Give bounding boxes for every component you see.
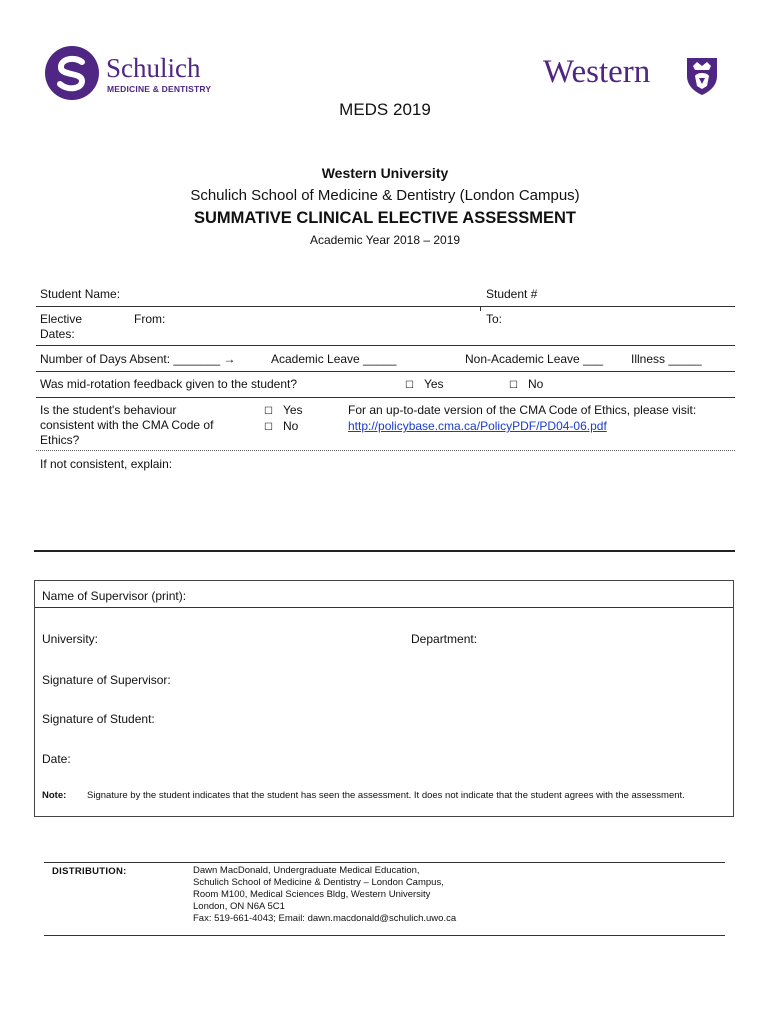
yes-label: Yes	[423, 377, 444, 391]
behaviour-no[interactable]	[264, 419, 298, 433]
explain-underline	[34, 550, 735, 552]
checkbox-icon[interactable]: ☐	[264, 406, 273, 417]
distribution-line: Dawn MacDonald, Undergraduate Medical Education,	[193, 865, 420, 876]
days-absent-label: Number of Days Absent: _______ →	[40, 352, 236, 366]
non-academic-leave-label: Non-Academic Leave ___	[465, 352, 604, 366]
behaviour-question-line3: Ethics?	[40, 433, 80, 447]
elective-label: Elective	[40, 312, 83, 326]
yes-label: Yes	[282, 403, 303, 417]
behaviour-yes[interactable]	[264, 403, 303, 417]
supervisor-signature-label: Signature of Supervisor:	[42, 673, 171, 687]
western-crest-icon	[685, 56, 719, 96]
schulich-logo	[44, 45, 224, 101]
academic-leave-label: Academic Leave _____	[271, 352, 397, 366]
divider	[36, 345, 735, 346]
divider	[36, 450, 735, 451]
behaviour-question-line2: consistent with the CMA Code of	[40, 418, 214, 432]
divider	[44, 862, 725, 863]
cma-link[interactable]: http://policybase.cma.ca/PolicyPDF/PD04-06.pdf	[348, 419, 607, 433]
no-label: No	[527, 377, 544, 391]
school-name: Schulich School of Medicine & Dentistry (London Campus)	[190, 187, 580, 204]
distribution-line: Fax: 519-661-4043; Email: dawn.macdonald@schulich.uwo.ca	[193, 913, 457, 924]
midrotation-yes[interactable]	[405, 377, 444, 391]
academic-year: Academic Year 2018 – 2019	[309, 233, 461, 247]
page-title: SUMMATIVE CLINICAL ELECTIVE ASSESSMENT	[194, 209, 576, 227]
from-label: From:	[134, 312, 166, 326]
distribution-label: DISTRIBUTION:	[52, 866, 127, 877]
department-label: Department:	[411, 632, 478, 646]
illness-label: Illness _____	[631, 352, 702, 366]
distribution-line: London, ON N6A 5C1	[193, 901, 285, 912]
divider	[35, 607, 733, 608]
university-label: University:	[42, 632, 99, 646]
signature-box	[34, 580, 734, 817]
student-number-label: Student #	[486, 287, 538, 301]
midrotation-no[interactable]	[509, 377, 543, 391]
university-name: Western University	[321, 165, 449, 181]
divider-tick	[480, 306, 481, 311]
western-logo	[543, 54, 723, 100]
supervisor-name-label: Name of Supervisor (print):	[42, 589, 187, 603]
student-name-label: Student Name:	[40, 287, 121, 301]
checkbox-icon[interactable]: ☐	[509, 380, 518, 391]
cma-text: For an up-to-date version of the CMA Code of Ethics, please visit:	[348, 403, 697, 417]
schulich-wordmark: Schulich	[106, 53, 201, 83]
distribution-line: Room M100, Medical Sciences Bldg, Western University	[193, 889, 431, 900]
student-signature-label: Signature of Student:	[42, 712, 155, 726]
divider	[36, 371, 735, 372]
schulich-s-icon	[44, 45, 100, 101]
dates-label: Dates:	[40, 327, 75, 341]
distribution-line: Schulich School of Medicine & Dentistry – London Campus,	[193, 877, 444, 888]
to-label: To:	[486, 312, 503, 326]
note-text: Signature by the student indicates that the student has seen the assessment. It does not indicate that the student agrees with the assessment.	[87, 790, 685, 801]
explain-label: If not consistent, explain:	[40, 457, 173, 471]
divider	[36, 397, 735, 398]
checkbox-icon[interactable]: ☐	[264, 422, 273, 433]
date-label: Date:	[42, 752, 71, 766]
no-label: No	[282, 419, 299, 433]
midrotation-question: Was mid-rotation feedback given to the student?	[40, 377, 298, 391]
checkbox-icon[interactable]: ☐	[405, 380, 414, 391]
divider	[44, 935, 725, 936]
note-label: Note:	[42, 790, 67, 801]
meds-heading: MEDS 2019	[339, 100, 431, 119]
behaviour-question-line1: Is the student's behaviour	[40, 403, 177, 417]
schulich-subtitle: MEDICINE & DENTISTRY	[107, 84, 212, 94]
divider	[36, 306, 735, 307]
western-wordmark: Western	[543, 54, 651, 90]
